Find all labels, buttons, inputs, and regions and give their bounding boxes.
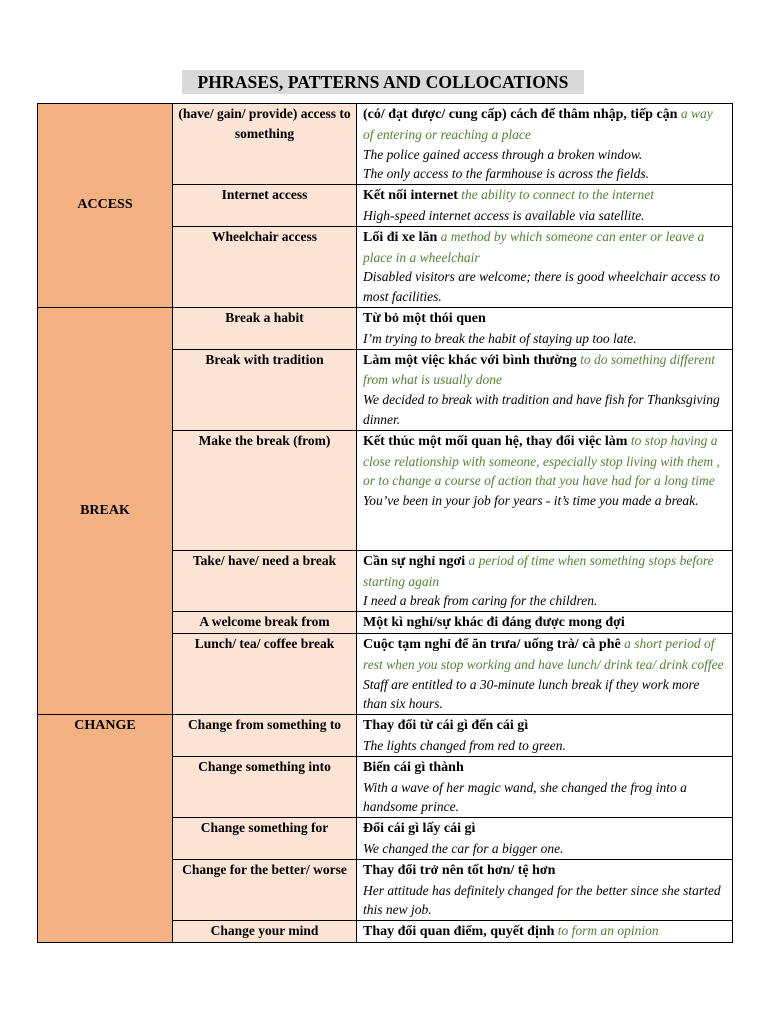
phrase-text: Take/ have/ need a break xyxy=(192,552,337,568)
english-definition: a period of time when something stops before starting again xyxy=(363,552,714,589)
table-row xyxy=(38,307,733,349)
definition-cell xyxy=(357,349,733,430)
english-definition: a way of entering or reaching a place xyxy=(363,106,713,142)
phrase-text: Change your mind xyxy=(210,923,319,939)
phrase-cell xyxy=(173,430,357,550)
definition-cell xyxy=(357,226,733,307)
definition-cell xyxy=(357,715,733,757)
definition-cell xyxy=(357,104,733,185)
phrase-cell xyxy=(173,550,357,611)
definition-cell xyxy=(357,818,733,860)
phrase-text: Wheelchair access xyxy=(211,228,318,244)
english-definition: a short period of rest when you stop working and have lunch/ drink tea/ drink coffee xyxy=(363,635,724,672)
definition-cell xyxy=(357,859,733,920)
phrase-cell xyxy=(173,185,357,227)
page-title: PHRASES, PATTERNS AND COLLOCATIONS xyxy=(182,70,584,94)
english-definition: to stop having a close relationship with someone, especially stop living with them , or to change a course of action that you have had for a long time xyxy=(363,432,720,489)
example-sentence: We decided to break with tradition and have fish for Thanksgiving dinner. xyxy=(363,392,720,427)
example-sentence: The lights changed from red to green. xyxy=(363,737,566,753)
definition-cell xyxy=(357,307,733,349)
group-label xyxy=(38,715,173,943)
group-name: CHANGE xyxy=(74,718,136,734)
phrase-text: Change for the better/ worse xyxy=(182,861,347,877)
table-row xyxy=(38,104,733,185)
vietnamese-meaning: Biến cái gì thành xyxy=(363,759,464,775)
phrase-cell xyxy=(173,921,357,943)
group-name: BREAK xyxy=(80,503,130,519)
english-definition: a method by which someone can enter or leave a place in a wheelchair xyxy=(363,228,705,265)
definition-cell xyxy=(357,756,733,817)
vietnamese-meaning: Đổi cái gì lấy cái gì xyxy=(363,821,476,837)
example-sentence: High-speed internet access is available via satellite. xyxy=(363,207,645,223)
collocations-table xyxy=(37,103,733,943)
definition-cell xyxy=(357,185,733,227)
phrase-cell xyxy=(173,859,357,920)
phrase-text: Change from something to xyxy=(187,717,342,733)
group-label xyxy=(38,307,173,714)
vietnamese-meaning: Thay đổi trở nên tốt hơn/ tệ hơn xyxy=(363,862,556,878)
phrase-text: Change something into xyxy=(198,758,331,774)
definition-cell xyxy=(357,921,733,943)
phrase-text: Break with tradition xyxy=(205,351,324,367)
phrase-cell xyxy=(173,104,357,185)
example-sentence: You’ve been in your job for years - it’s time you made a break. xyxy=(363,493,699,509)
phrase-text: Internet access xyxy=(221,187,308,203)
phrase-text: Break a habit xyxy=(225,309,304,325)
vietnamese-meaning: Từ bỏ một thói quen xyxy=(363,310,486,326)
example-sentence: We changed the car for a bigger one. xyxy=(363,840,564,856)
phrase-text: A welcome break from xyxy=(199,614,330,630)
phrase-cell xyxy=(173,226,357,307)
group-name: ACCESS xyxy=(77,197,133,213)
english-definition: the ability to connect to the internet xyxy=(461,187,654,203)
example-sentence: Disabled visitors are welcome; there is good wheelchair access to most facilities. xyxy=(363,269,721,305)
example-sentence: The only access to the farmhouse is across the fields. xyxy=(363,166,649,182)
vietnamese-meaning: Cuộc tạm nghỉ để ăn trưa/ uống trà/ cà phê xyxy=(363,636,621,652)
vietnamese-meaning: Một kì nghỉ/sự khác đi đáng được mong đợi xyxy=(363,615,625,631)
definition-cell xyxy=(357,612,733,634)
phrase-cell xyxy=(173,349,357,430)
vietnamese-meaning: Kết nối internet xyxy=(363,188,458,204)
phrase-text: Lunch/ tea/ coffee break xyxy=(194,635,335,651)
example-sentence: The police gained access through a broken window. xyxy=(363,146,643,162)
phrase-cell xyxy=(173,633,357,714)
vietnamese-meaning: (có/ đạt được/ cung cấp) cách để thâm nhập, tiếp cận xyxy=(363,107,678,122)
phrase-text: Make the break (from) xyxy=(198,432,331,448)
table-row xyxy=(38,715,733,757)
vietnamese-meaning: Kết thúc một mối quan hệ, thay đổi việc làm xyxy=(363,433,628,449)
phrase-cell xyxy=(173,612,357,634)
vietnamese-meaning: Cần sự nghỉ ngơi xyxy=(363,553,466,569)
example-sentence: I need a break from caring for the children. xyxy=(363,593,598,609)
phrase-text: (have/ gain/ provide) access to something xyxy=(178,106,351,141)
phrase-text: Change something for xyxy=(200,820,329,836)
example-sentence: I’m trying to break the habit of staying up too late. xyxy=(363,330,637,346)
phrase-cell xyxy=(173,307,357,349)
phrase-cell xyxy=(173,818,357,860)
phrase-cell xyxy=(173,715,357,757)
definition-cell xyxy=(357,430,733,550)
vietnamese-meaning: Thay đổi từ cái gì đến cái gì xyxy=(363,718,529,734)
definition-cell xyxy=(357,550,733,611)
example-sentence: Her attitude has definitely changed for the better since she started this new job. xyxy=(363,882,721,918)
definition-cell xyxy=(357,633,733,714)
vietnamese-meaning: Lối đi xe lăn xyxy=(363,229,438,245)
vietnamese-meaning: Làm một việc khác với bình thường xyxy=(363,352,577,368)
group-label xyxy=(38,104,173,308)
example-sentence: Staff are entitled to a 30-minute lunch break if they work more than six hours. xyxy=(363,676,700,712)
english-definition: to do something different from what is usually done xyxy=(363,351,715,388)
example-sentence: With a wave of her magic wand, she changed the frog into a handsome prince. xyxy=(363,779,687,815)
english-definition: to form an opinion xyxy=(557,923,659,939)
phrase-cell xyxy=(173,756,357,817)
vietnamese-meaning: Thay đổi quan điểm, quyết định xyxy=(363,924,555,940)
